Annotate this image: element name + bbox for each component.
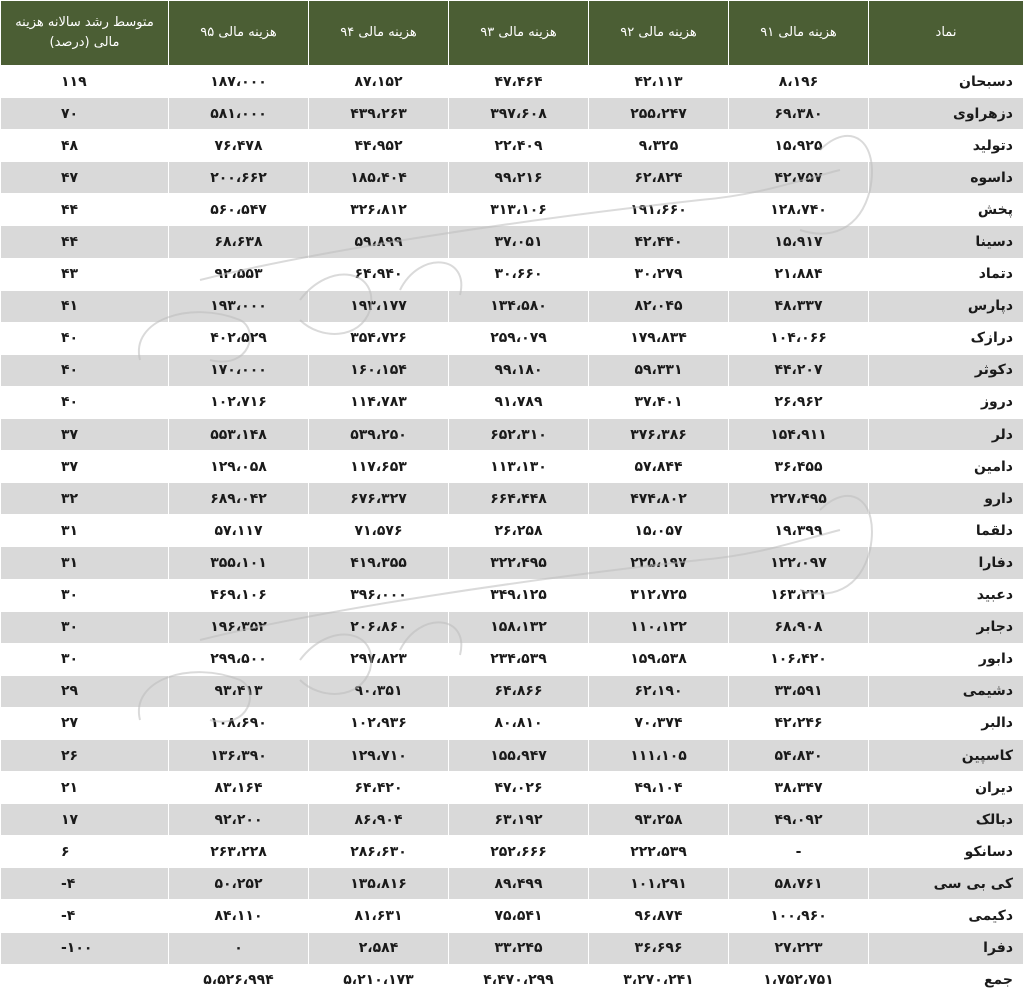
total-row [1,964,1023,996]
cell-y93: ۱۵۸،۱۳۲ [449,611,589,643]
cell-avg: ۴۰ [1,322,169,354]
cell-y94: ۴۳۹،۲۶۳ [309,98,449,130]
cell-y95: ۱۸۷،۰۰۰ [169,66,309,98]
header-symbol: نماد [869,1,1023,66]
cell-avg: ۴۷ [1,162,169,194]
table-row [1,354,1023,386]
cell-avg: ۳۰ [1,611,169,643]
cell-y95: ۲۹۹،۵۰۰ [169,643,309,675]
cell-name: دکیمی [869,900,1023,932]
header-cost-95: هزینه مالی ۹۵ [169,1,309,66]
cell-y91: ۳۸،۳۴۷ [729,772,869,804]
header-avg-growth-line1: متوسط رشد سالانه هزینه [5,13,164,33]
cell-y94: ۱۳۵،۸۱۶ [309,868,449,900]
cell-y92: ۹،۳۲۵ [589,130,729,162]
cell-y95: ۳۵۵،۱۰۱ [169,547,309,579]
cell-y93: ۳۷،۰۵۱ [449,226,589,258]
cell-avg: ۴۴ [1,194,169,226]
table-row [1,162,1023,194]
cell-y95: ۵،۵۲۶،۹۹۴ [169,964,309,996]
cell-name: دسانکو [869,836,1023,868]
table-row [1,66,1023,98]
cell-y94: ۲۰۶،۸۶۰ [309,611,449,643]
cell-y92: ۶۲،۱۹۰ [589,675,729,707]
cell-name: دلقما [869,515,1023,547]
cell-y92: ۸۲،۰۴۵ [589,290,729,322]
cell-y91: ۳۳،۵۹۱ [729,675,869,707]
cell-y92: ۱۵،۰۵۷ [589,515,729,547]
cell-y92: ۱۹۱،۶۶۰ [589,194,729,226]
table-row [1,419,1023,451]
cell-y95: ۱۰۸،۶۹۰ [169,707,309,739]
table-row [1,772,1023,804]
cell-y92: ۴۷۴،۸۰۲ [589,483,729,515]
cell-y94: ۸۱،۶۳۱ [309,900,449,932]
cell-y91: - [729,836,869,868]
cell-y91: ۶۸،۹۰۸ [729,611,869,643]
cell-y91: ۱۰۶،۴۲۰ [729,643,869,675]
cell-y92: ۴۲،۴۴۰ [589,226,729,258]
cell-name: دپارس [869,290,1023,322]
table-row [1,322,1023,354]
cell-avg: ۴۱ [1,290,169,322]
cell-name: دفرا [869,932,1023,964]
cell-y94: ۹۰،۳۵۱ [309,675,449,707]
cell-name: دالبر [869,707,1023,739]
cell-y93: ۹۹،۱۸۰ [449,354,589,386]
cell-y93: ۷۵،۵۴۱ [449,900,589,932]
cell-y94: ۲۹۷،۸۲۳ [309,643,449,675]
table-row [1,900,1023,932]
table-row [1,547,1023,579]
cell-y93: ۱۳۴،۵۸۰ [449,290,589,322]
cell-y93: ۶۶۴،۴۴۸ [449,483,589,515]
cell-y95: ۵۷،۱۱۷ [169,515,309,547]
cell-avg: ۳۲ [1,483,169,515]
cell-y91: ۴۹،۰۹۲ [729,804,869,836]
cell-y95: ۱۷۰،۰۰۰ [169,354,309,386]
cell-y92: ۹۳،۲۵۸ [589,804,729,836]
cell-y91: ۴۸،۳۳۷ [729,290,869,322]
cell-y92: ۱۵۹،۵۳۸ [589,643,729,675]
cell-y95: ۱۲۹،۰۵۸ [169,451,309,483]
cell-y93: ۴۷،۴۶۴ [449,66,589,98]
cell-y93: ۸۹،۴۹۹ [449,868,589,900]
cell-name: دتولید [869,130,1023,162]
cell-y95: ۶۸،۶۳۸ [169,226,309,258]
cell-y92: ۳،۲۷۰،۲۴۱ [589,964,729,996]
cell-y95: ۱۳۶،۳۹۰ [169,739,309,771]
cell-y94: ۱۹۳،۱۷۷ [309,290,449,322]
table-row [1,258,1023,290]
cell-y91: ۱،۷۵۲،۷۵۱ [729,964,869,996]
cell-y95: ۴۰۲،۵۲۹ [169,322,309,354]
cell-y95: ۲۰۰،۶۶۲ [169,162,309,194]
cell-y91: ۲۷،۲۲۳ [729,932,869,964]
cell-y91: ۱۵،۹۱۷ [729,226,869,258]
cell-y91: ۱۵،۹۲۵ [729,130,869,162]
cell-avg: ۳۱ [1,515,169,547]
header-avg-growth-line2: مالی (درصد) [5,33,164,53]
cell-y92: ۱۱۱،۱۰۵ [589,739,729,771]
cell-name: دیران [869,772,1023,804]
cell-avg: ۳۷ [1,419,169,451]
cell-y91: ۱۶۳،۲۲۱ [729,579,869,611]
table-row [1,451,1023,483]
cell-avg: ۴۰ [1,354,169,386]
cell-y95: ۸۳،۱۶۴ [169,772,309,804]
cell-avg: ۶ [1,836,169,868]
cell-y94: ۶۴،۴۲۰ [309,772,449,804]
cell-y95: ۹۳،۴۱۳ [169,675,309,707]
cell-y92: ۷۰،۳۷۴ [589,707,729,739]
cell-y92: ۳۷۶،۳۸۶ [589,419,729,451]
cell-name: دکوثر [869,354,1023,386]
table-row [1,386,1023,418]
table-row [1,868,1023,900]
cell-name: دعبید [869,579,1023,611]
cell-name: دسبحان [869,66,1023,98]
cell-y95: ۸۴،۱۱۰ [169,900,309,932]
cell-y92: ۲۲۲،۵۳۹ [589,836,729,868]
cell-avg: ۲۶ [1,739,169,771]
cell-y91: ۱۵۴،۹۱۱ [729,419,869,451]
cell-y95: ۲۶۳،۲۲۸ [169,836,309,868]
cell-y93: ۳۱۳،۱۰۶ [449,194,589,226]
cell-y92: ۴۲،۱۱۳ [589,66,729,98]
cell-y92: ۳۷،۴۰۱ [589,386,729,418]
cell-avg: -۱۰۰ [1,932,169,964]
cell-y94: ۵۹،۸۹۹ [309,226,449,258]
cell-y91: ۵۸،۷۶۱ [729,868,869,900]
cell-y92: ۱۰۱،۲۹۱ [589,868,729,900]
cell-y92: ۲۵۵،۲۴۷ [589,98,729,130]
cell-y95: ۵۰،۲۵۲ [169,868,309,900]
cell-y94: ۱۱۷،۶۵۳ [309,451,449,483]
cell-y94: ۶۴،۹۴۰ [309,258,449,290]
cell-y94: ۳۲۶،۸۱۲ [309,194,449,226]
cell-y92: ۶۲،۸۲۴ [589,162,729,194]
cell-avg: ۴۳ [1,258,169,290]
table-row [1,707,1023,739]
cell-y93: ۹۹،۲۱۶ [449,162,589,194]
cell-y94: ۶۷۶،۳۲۷ [309,483,449,515]
cell-y92: ۳۱۲،۷۲۵ [589,579,729,611]
cell-y93: ۶۵۲،۳۱۰ [449,419,589,451]
header-cost-91: هزینه مالی ۹۱ [729,1,869,66]
cell-avg: ۴۸ [1,130,169,162]
cell-avg: ۳۰ [1,579,169,611]
cell-y94: ۴۴،۹۵۲ [309,130,449,162]
table-row [1,611,1023,643]
cell-name: دبالک [869,804,1023,836]
cell-name: کی بی سی [869,868,1023,900]
cell-y94: ۸۷،۱۵۲ [309,66,449,98]
cell-avg: ۲۱ [1,772,169,804]
cell-y91: ۱۲۲،۰۹۷ [729,547,869,579]
table-row [1,226,1023,258]
table-row [1,675,1023,707]
cell-y94: ۱۰۲،۹۳۶ [309,707,449,739]
cell-y94: ۲،۵۸۴ [309,932,449,964]
cell-y91: ۲۱،۸۸۴ [729,258,869,290]
cell-y93: ۲۶،۲۵۸ [449,515,589,547]
cell-name: دامین [869,451,1023,483]
table-row [1,290,1023,322]
table-row [1,515,1023,547]
cell-y92: ۱۱۰،۱۲۲ [589,611,729,643]
cell-name: دروز [869,386,1023,418]
cell-y95: ۱۰۲،۷۱۶ [169,386,309,418]
cell-name: دزهراوی [869,98,1023,130]
cell-name: پخش [869,194,1023,226]
cell-y93: ۶۴،۸۶۶ [449,675,589,707]
cell-y93: ۱۱۳،۱۳۰ [449,451,589,483]
cell-avg: ۲۷ [1,707,169,739]
cell-y94: ۴۱۹،۳۵۵ [309,547,449,579]
table-body [1,66,1023,997]
table-row [1,130,1023,162]
cell-y94: ۳۹۶،۰۰۰ [309,579,449,611]
cell-avg: ۴۴ [1,226,169,258]
cell-y92: ۳۶،۶۹۶ [589,932,729,964]
cell-y94: ۷۱،۵۷۶ [309,515,449,547]
cell-y94: ۳۵۴،۷۲۶ [309,322,449,354]
header-cost-92: هزینه مالی ۹۲ [589,1,729,66]
cell-y91: ۱۰۰،۹۶۰ [729,900,869,932]
cell-y93: ۲۳۴،۵۳۹ [449,643,589,675]
cell-name: دفارا [869,547,1023,579]
cell-y95: ۷۶،۴۷۸ [169,130,309,162]
table-row [1,643,1023,675]
cell-avg: ۳۱ [1,547,169,579]
cell-avg: ۲۹ [1,675,169,707]
cell-y95: ۵۸۱،۰۰۰ [169,98,309,130]
cell-y94: ۱۱۴،۷۸۳ [309,386,449,418]
cell-y92: ۱۷۹،۸۳۴ [589,322,729,354]
cell-y93: ۳۴۹،۱۲۵ [449,579,589,611]
cell-avg: ۴۰ [1,386,169,418]
cell-name: کاسپین [869,739,1023,771]
cell-y94: ۲۸۶،۶۳۰ [309,836,449,868]
cell-avg: ۱۱۹ [1,66,169,98]
cell-name: جمع [869,964,1023,996]
cell-name: درازک [869,322,1023,354]
cell-avg: -۴ [1,868,169,900]
cell-avg: -۴ [1,900,169,932]
cell-y91: ۴۲،۷۵۷ [729,162,869,194]
cell-y95: ۹۲،۵۵۳ [169,258,309,290]
cell-avg: ۱۷ [1,804,169,836]
cell-name: دابور [869,643,1023,675]
cell-y94: ۸۶،۹۰۴ [309,804,449,836]
cell-y91: ۳۶،۴۵۵ [729,451,869,483]
cell-y95: ۹۲،۲۰۰ [169,804,309,836]
cell-y95: ۶۸۹،۰۴۲ [169,483,309,515]
cell-y91: ۴۲،۲۴۶ [729,707,869,739]
cell-y92: ۲۲۵،۱۹۷ [589,547,729,579]
cell-avg [1,964,169,996]
header-cost-94: هزینه مالی ۹۴ [309,1,449,66]
cell-name: دجابر [869,611,1023,643]
cell-y91: ۶۹،۳۸۰ [729,98,869,130]
cell-y92: ۴۹،۱۰۴ [589,772,729,804]
cell-y94: ۵،۲۱۰،۱۷۳ [309,964,449,996]
table-row [1,932,1023,964]
cell-name: دتماد [869,258,1023,290]
cell-name: دلر [869,419,1023,451]
cell-y94: ۵۳۹،۲۵۰ [309,419,449,451]
table-row [1,739,1023,771]
cell-y95: ۱۹۳،۰۰۰ [169,290,309,322]
cell-avg: ۳۷ [1,451,169,483]
cell-y93: ۳۳،۲۴۵ [449,932,589,964]
table-row [1,98,1023,130]
cell-y93: ۱۵۵،۹۴۷ [449,739,589,771]
cell-y92: ۳۰،۲۷۹ [589,258,729,290]
cell-y95: ۵۶۰،۵۴۷ [169,194,309,226]
cell-y93: ۳۲۲،۴۹۵ [449,547,589,579]
cell-y95: ۱۹۶،۳۵۲ [169,611,309,643]
cell-y92: ۵۷،۸۴۴ [589,451,729,483]
cell-y91: ۲۶،۹۶۲ [729,386,869,418]
cell-y92: ۹۶،۸۷۴ [589,900,729,932]
cell-y93: ۲۵۲،۶۶۶ [449,836,589,868]
cell-y94: ۱۶۰،۱۵۴ [309,354,449,386]
table-row [1,194,1023,226]
cell-y91: ۱۲۸،۷۴۰ [729,194,869,226]
cell-y94: ۱۸۵،۴۰۴ [309,162,449,194]
cell-y93: ۴،۴۷۰،۲۹۹ [449,964,589,996]
table-row [1,804,1023,836]
cell-name: دسینا [869,226,1023,258]
cell-y93: ۲۵۹،۰۷۹ [449,322,589,354]
table-row [1,483,1023,515]
cell-y95: ۴۶۹،۱۰۶ [169,579,309,611]
header-cost-93: هزینه مالی ۹۳ [449,1,589,66]
cell-y91: ۴۴،۲۰۷ [729,354,869,386]
cell-y93: ۲۲،۴۰۹ [449,130,589,162]
cell-y92: ۵۹،۳۳۱ [589,354,729,386]
cell-y91: ۵۴،۸۳۰ [729,739,869,771]
cell-y93: ۳۰،۶۶۰ [449,258,589,290]
cell-y93: ۸۰،۸۱۰ [449,707,589,739]
table-row [1,836,1023,868]
cell-name: داسوه [869,162,1023,194]
cell-y94: ۱۲۹،۷۱۰ [309,739,449,771]
table-row [1,579,1023,611]
cell-y91: ۱۰۴،۰۶۶ [729,322,869,354]
cell-y93: ۶۳،۱۹۲ [449,804,589,836]
cell-name: دشیمی [869,675,1023,707]
cell-name: دارو [869,483,1023,515]
cell-y95: ۵۵۳،۱۴۸ [169,419,309,451]
cell-avg: ۷۰ [1,98,169,130]
cell-y93: ۹۱،۷۸۹ [449,386,589,418]
cell-y93: ۳۹۷،۶۰۸ [449,98,589,130]
header-avg-growth [1,1,169,66]
cell-y93: ۴۷،۰۲۶ [449,772,589,804]
cell-y91: ۲۲۷،۴۹۵ [729,483,869,515]
header-row [1,1,1023,66]
cell-y91: ۸،۱۹۶ [729,66,869,98]
cell-avg: ۳۰ [1,643,169,675]
cell-y91: ۱۹،۳۹۹ [729,515,869,547]
cell-y95: ۰ [169,932,309,964]
